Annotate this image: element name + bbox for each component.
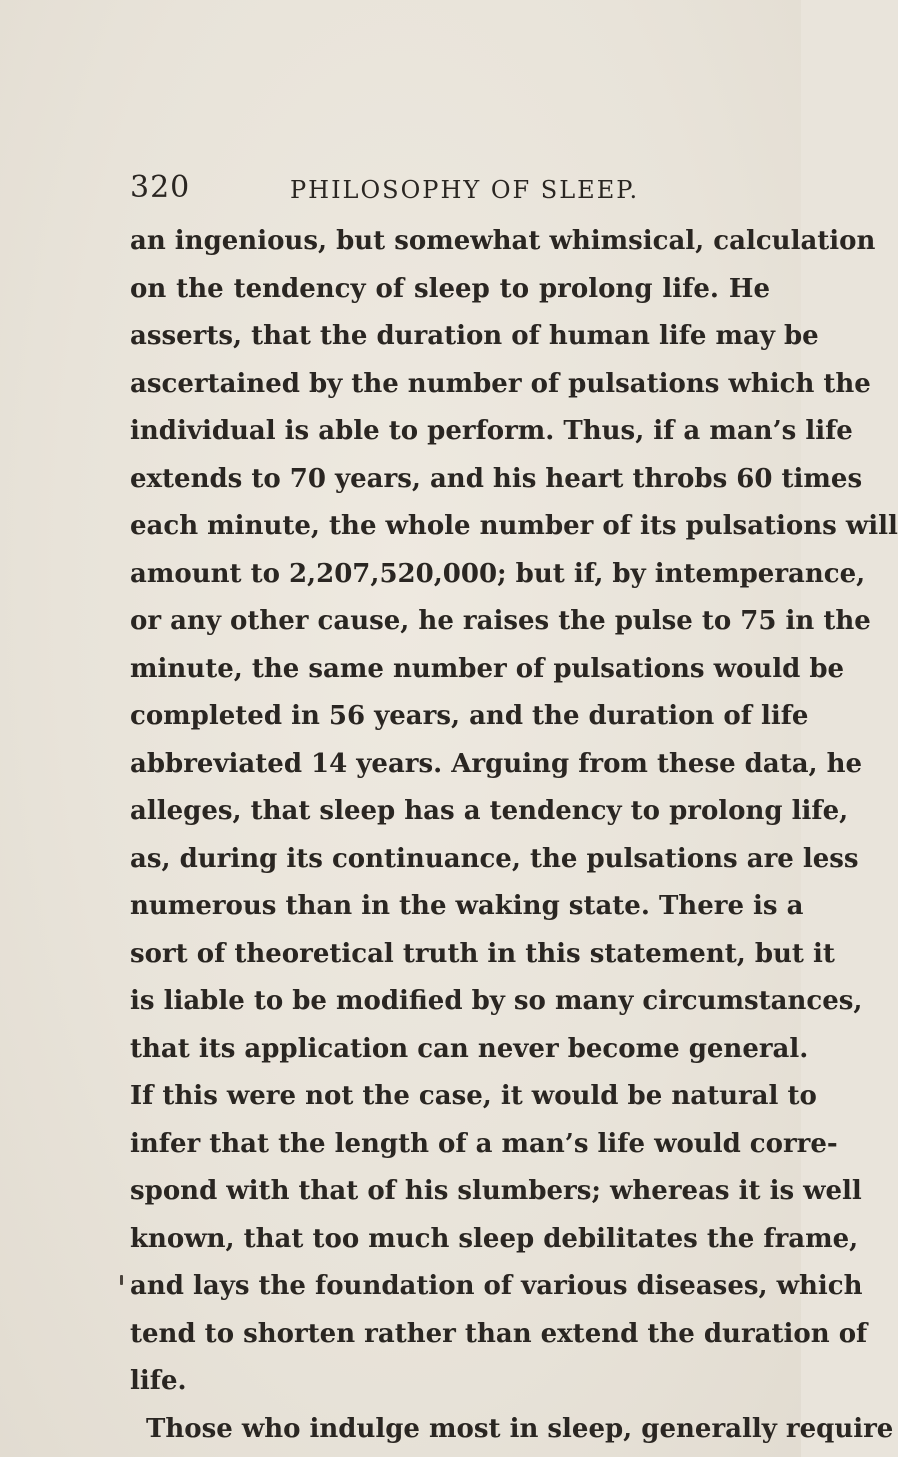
- text-line: or any other cause, he raises the pulse to 75 in the: [130, 606, 871, 636]
- text-line: life.: [130, 1366, 187, 1396]
- text-line: tend to shorten rather than extend the duration of: [130, 1318, 868, 1349]
- text-line: that its application can never become general.: [130, 1033, 809, 1064]
- text-line: extends to 70 years, and his heart throbs 60 times: [130, 463, 863, 494]
- text-line: as, during its continuance, the pulsations are less: [130, 843, 859, 874]
- text-line: sort of theoretical truth in this statement, but it: [130, 938, 835, 969]
- text-line: alleges, that sleep has a tendency to prolong life,: [130, 796, 849, 826]
- text-line: abbreviated 14 years. Arguing from these data, he: [130, 748, 863, 779]
- text-line: known, that too much sleep debilitates the frame,: [130, 1223, 859, 1254]
- text-line: individual is able to perform. Thus, if a man’s life: [130, 416, 853, 446]
- text-line: an ingenious, but somewhat whimsical, calculation: [130, 226, 876, 256]
- text-line: minute, the same number of pulsations would be: [130, 653, 845, 684]
- margin-mark: [120, 1275, 123, 1285]
- body-text: [130, 218, 898, 1453]
- text-line: numerous than in the waking state. There is a: [130, 891, 804, 921]
- text-line: amount to 2,207,520,000; but if, by intemperance,: [130, 558, 866, 589]
- text-line: each minute, the whole number of its pulsations will: [130, 511, 898, 541]
- text-line: If this were not the case, it would be natural to: [130, 1081, 817, 1111]
- text-line: completed in 56 years, and the duration of life: [130, 701, 809, 731]
- text-line: on the tendency of sleep to prolong life. He: [130, 273, 770, 304]
- text-line: ascertained by the number of pulsations which the: [130, 368, 871, 399]
- running-title: PHILOSOPHY OF SLEEP.: [290, 176, 640, 204]
- text-line: asserts, that the duration of human life may be: [130, 321, 819, 351]
- text-line: spond with that of his slumbers; whereas it is well: [130, 1176, 862, 1206]
- text-line: and lays the foundation of various diseases, which: [130, 1271, 863, 1301]
- text-line: infer that the length of a man’s life would corre-: [130, 1128, 838, 1159]
- text-line: is liable to be modified by so many circumstances,: [130, 986, 863, 1016]
- page-number: 320: [130, 170, 191, 205]
- paragraph-start-line: Those who indulge most in sleep, generally require: [146, 1413, 894, 1444]
- running-head: [130, 168, 770, 208]
